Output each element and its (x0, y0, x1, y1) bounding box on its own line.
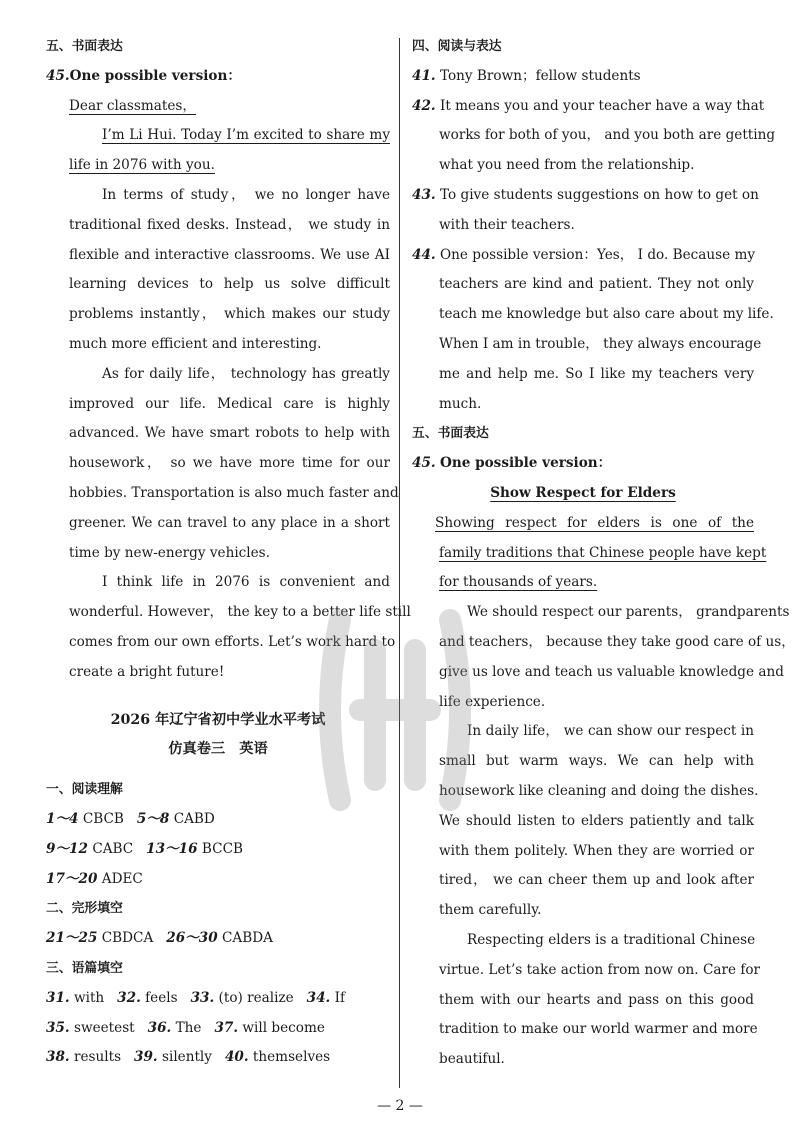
publisher-seal-icon (300, 590, 490, 830)
answer-row: 9～12 CABC 13～16 BCCB (46, 840, 243, 857)
letter-greeting: Dear classmates， (69, 97, 196, 114)
essay-line: wonderful. However， the key to a better life still (69, 604, 411, 621)
essay-line: comes from our own efforts. Let’s work hard to (69, 633, 396, 650)
essay-line: life experience. (439, 693, 546, 710)
essay-line: flexible and interactive classrooms. We use AI (69, 246, 390, 263)
essay-line: traditional fixed desks. Instead， we study in (69, 216, 390, 233)
answer-42: 42. It means you and your teacher have a way that (412, 97, 765, 114)
essay-line: Respecting elders is a traditional Chinese (467, 931, 756, 948)
answer-line: teachers are kind and patient. They not only (439, 276, 754, 293)
essay-intro-line: Showing respect for elders is one of the (435, 514, 754, 531)
answer-line: teach me knowledge but also care about my life. (439, 306, 774, 323)
essay-line: We should respect our parents， grandparents (467, 604, 790, 621)
right-column (412, 32, 795, 1075)
essay-line: tradition to make our world warmer and more (439, 1021, 758, 1038)
answer-row: 21～25 CBDCA 26～30 CABDA (46, 930, 273, 947)
answer-row: 38. results 39. silently 40. themselves (46, 1049, 331, 1066)
answer-line: what you need from the relationship. (439, 157, 695, 174)
essay-line: In terms of study， we no longer have (102, 186, 390, 203)
answer-row: 31. with 32. feels 33. (to) realize 34. If (46, 989, 346, 1006)
section-heading-reading-expression: 四、阅读与表达 (412, 39, 502, 54)
essay-line: We should listen to elders patiently and talk (439, 812, 754, 829)
answer-line: with their teachers. (439, 216, 575, 233)
essay-line: time by new-energy vehicles. (69, 544, 270, 561)
essay-line: and teachers， because they take good care of us， (439, 633, 795, 650)
essay-line: tired， we can cheer them up and look after (439, 872, 754, 889)
essay-line: advanced. We have smart robots to help with (69, 425, 390, 442)
essay-line: problems instantly， which makes our study (69, 306, 390, 323)
essay-line: I think life in 2076 is convenient and (102, 574, 390, 591)
essay-line: with them politely. When they are worried or (439, 842, 754, 859)
essay-intro-line: family traditions that Chinese people have kept (439, 544, 767, 561)
answer-43: 43. To give students suggestions on how to get on (412, 186, 759, 203)
answer-row: 17～20 ADEC (46, 870, 143, 887)
essay-title: Show Respect for Elders (490, 484, 676, 501)
section-heading-cloze: 二、完形填空 (46, 901, 123, 917)
answer-row: 1～4 CBCB 5～8 CABD (46, 810, 215, 827)
answer-line: works for both of you， and you both are getting (439, 127, 776, 144)
left-column (46, 32, 411, 1073)
answer-44: 44. One possible version：Yes， I do. Because my (412, 246, 756, 263)
question-45-header: 45. One possible version： (412, 455, 612, 472)
essay-line: beautiful. (439, 1051, 505, 1068)
essay-line: housework， so we have more time for our (69, 455, 390, 472)
essay-line: learning devices to help us solve difficult (69, 276, 390, 293)
essay-line: In daily life， we can show our respect in (467, 723, 754, 740)
essay-line: much more efficient and interesting. (69, 335, 322, 352)
section-heading-writing: 五、书面表达 (46, 39, 123, 54)
answer-line: much. (439, 395, 482, 412)
section-heading-reading: 一、阅读理解 (46, 782, 123, 798)
essay-line: them with our hearts and pass on this good (439, 991, 754, 1008)
essay-intro-line: for thousands of years. (439, 574, 598, 591)
exam-title: 2026 年辽宁省初中学业水平考试 (110, 711, 326, 728)
essay-line: give us love and teach us valuable knowledge and (439, 663, 784, 680)
essay-line: improved our life. Medical care is highly (69, 395, 390, 412)
essay-line: hobbies. Transportation is also much faster and (69, 484, 399, 501)
essay-line: small but warm ways. We can help with (439, 753, 754, 770)
essay-line: create a bright future! (69, 663, 225, 680)
question-45-header: 45.One possible version： (46, 67, 241, 84)
essay-line: them carefully. (439, 902, 542, 919)
essay-intro-line: life in 2076 with you. (69, 157, 215, 174)
answer-line: When I am in trouble， they always encourage (439, 335, 762, 352)
essay-line: virtue. Let’s take action from now on. Care for (439, 961, 761, 978)
section-heading-passage: 三、语篇填空 (46, 960, 123, 976)
essay-line: As for daily life， technology has greatly (102, 365, 390, 382)
essay-line: greener. We can travel to any place in a short (69, 514, 390, 531)
essay-line: housework like cleaning and doing the dishes. (439, 782, 759, 799)
answer-line: me and help me. So I like my teachers very (439, 365, 754, 382)
answer-row: 35. sweetest 36. The 37. will become (46, 1019, 325, 1036)
exam-subtitle: 仿真卷三 英语 (168, 741, 268, 758)
answer-41: 41. Tony Brown；fellow students (412, 67, 641, 84)
column-divider (399, 38, 400, 1088)
essay-intro-line: I’m Li Hui. Today I’m excited to share my (102, 127, 390, 144)
section-heading-writing: 五、书面表达 (412, 426, 489, 442)
page-number: — 2 — (377, 1098, 423, 1114)
